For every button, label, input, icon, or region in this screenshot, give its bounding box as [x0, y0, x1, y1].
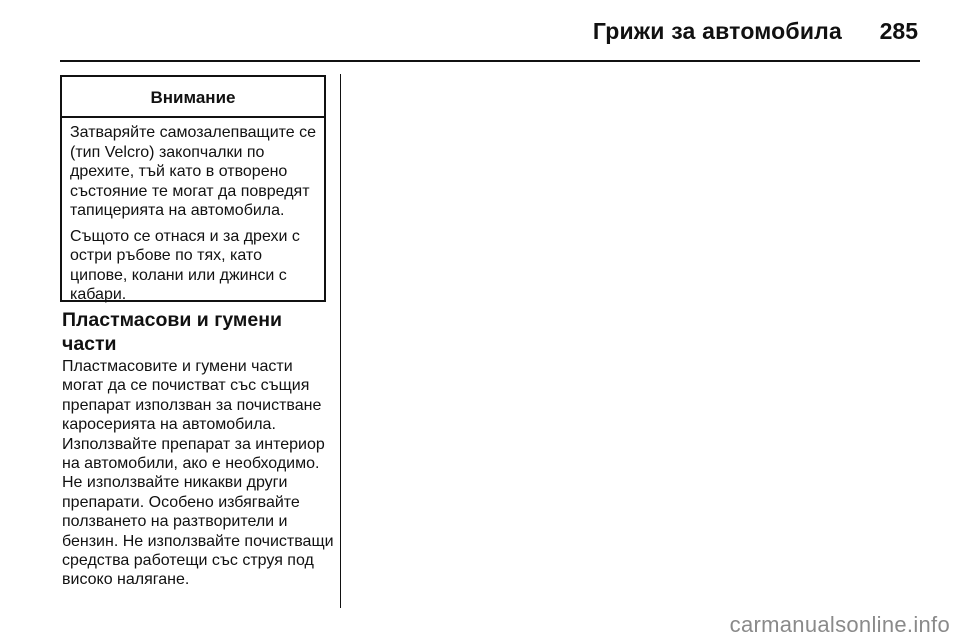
header-divider — [60, 60, 920, 62]
warning-body — [62, 118, 324, 305]
warning-paragraph: Същото се отнася и за дрехи с остри ръбове по тях, като ципове, колани или джинси с кабари. — [70, 227, 300, 303]
column-divider — [340, 74, 341, 608]
page-title: Грижи за автомобила — [592, 18, 842, 44]
watermark[interactable]: carmanualsonline.info — [729, 612, 950, 637]
page-number: 285 — [879, 18, 918, 44]
warning-box — [60, 75, 326, 302]
section-paragraph: Пластмасовите и гумени части могат да се почистват със същия препарат използван за почистване каросерията на автомобила. Използвайте препарат за интериор на автомобили, ако е необходимо. Не използвайте никакви други препарати. Особено избягвайте ползването на разтворители и бензин. Не използвайте почистващи средства работещи със струя под високо налягане. — [62, 358, 334, 589]
warning-paragraph: Затваряйте самозалепващите се (тип Velcro) закопчалки по дрехите, тъй като в отворено състояние те могат да повредят тапицерията на автомобила. — [70, 124, 317, 219]
page-header — [60, 10, 920, 60]
plastic-rubber-section — [62, 308, 334, 590]
section-heading: Пластмасови и гумени части — [62, 309, 282, 355]
warning-title: Внимание — [62, 77, 324, 118]
